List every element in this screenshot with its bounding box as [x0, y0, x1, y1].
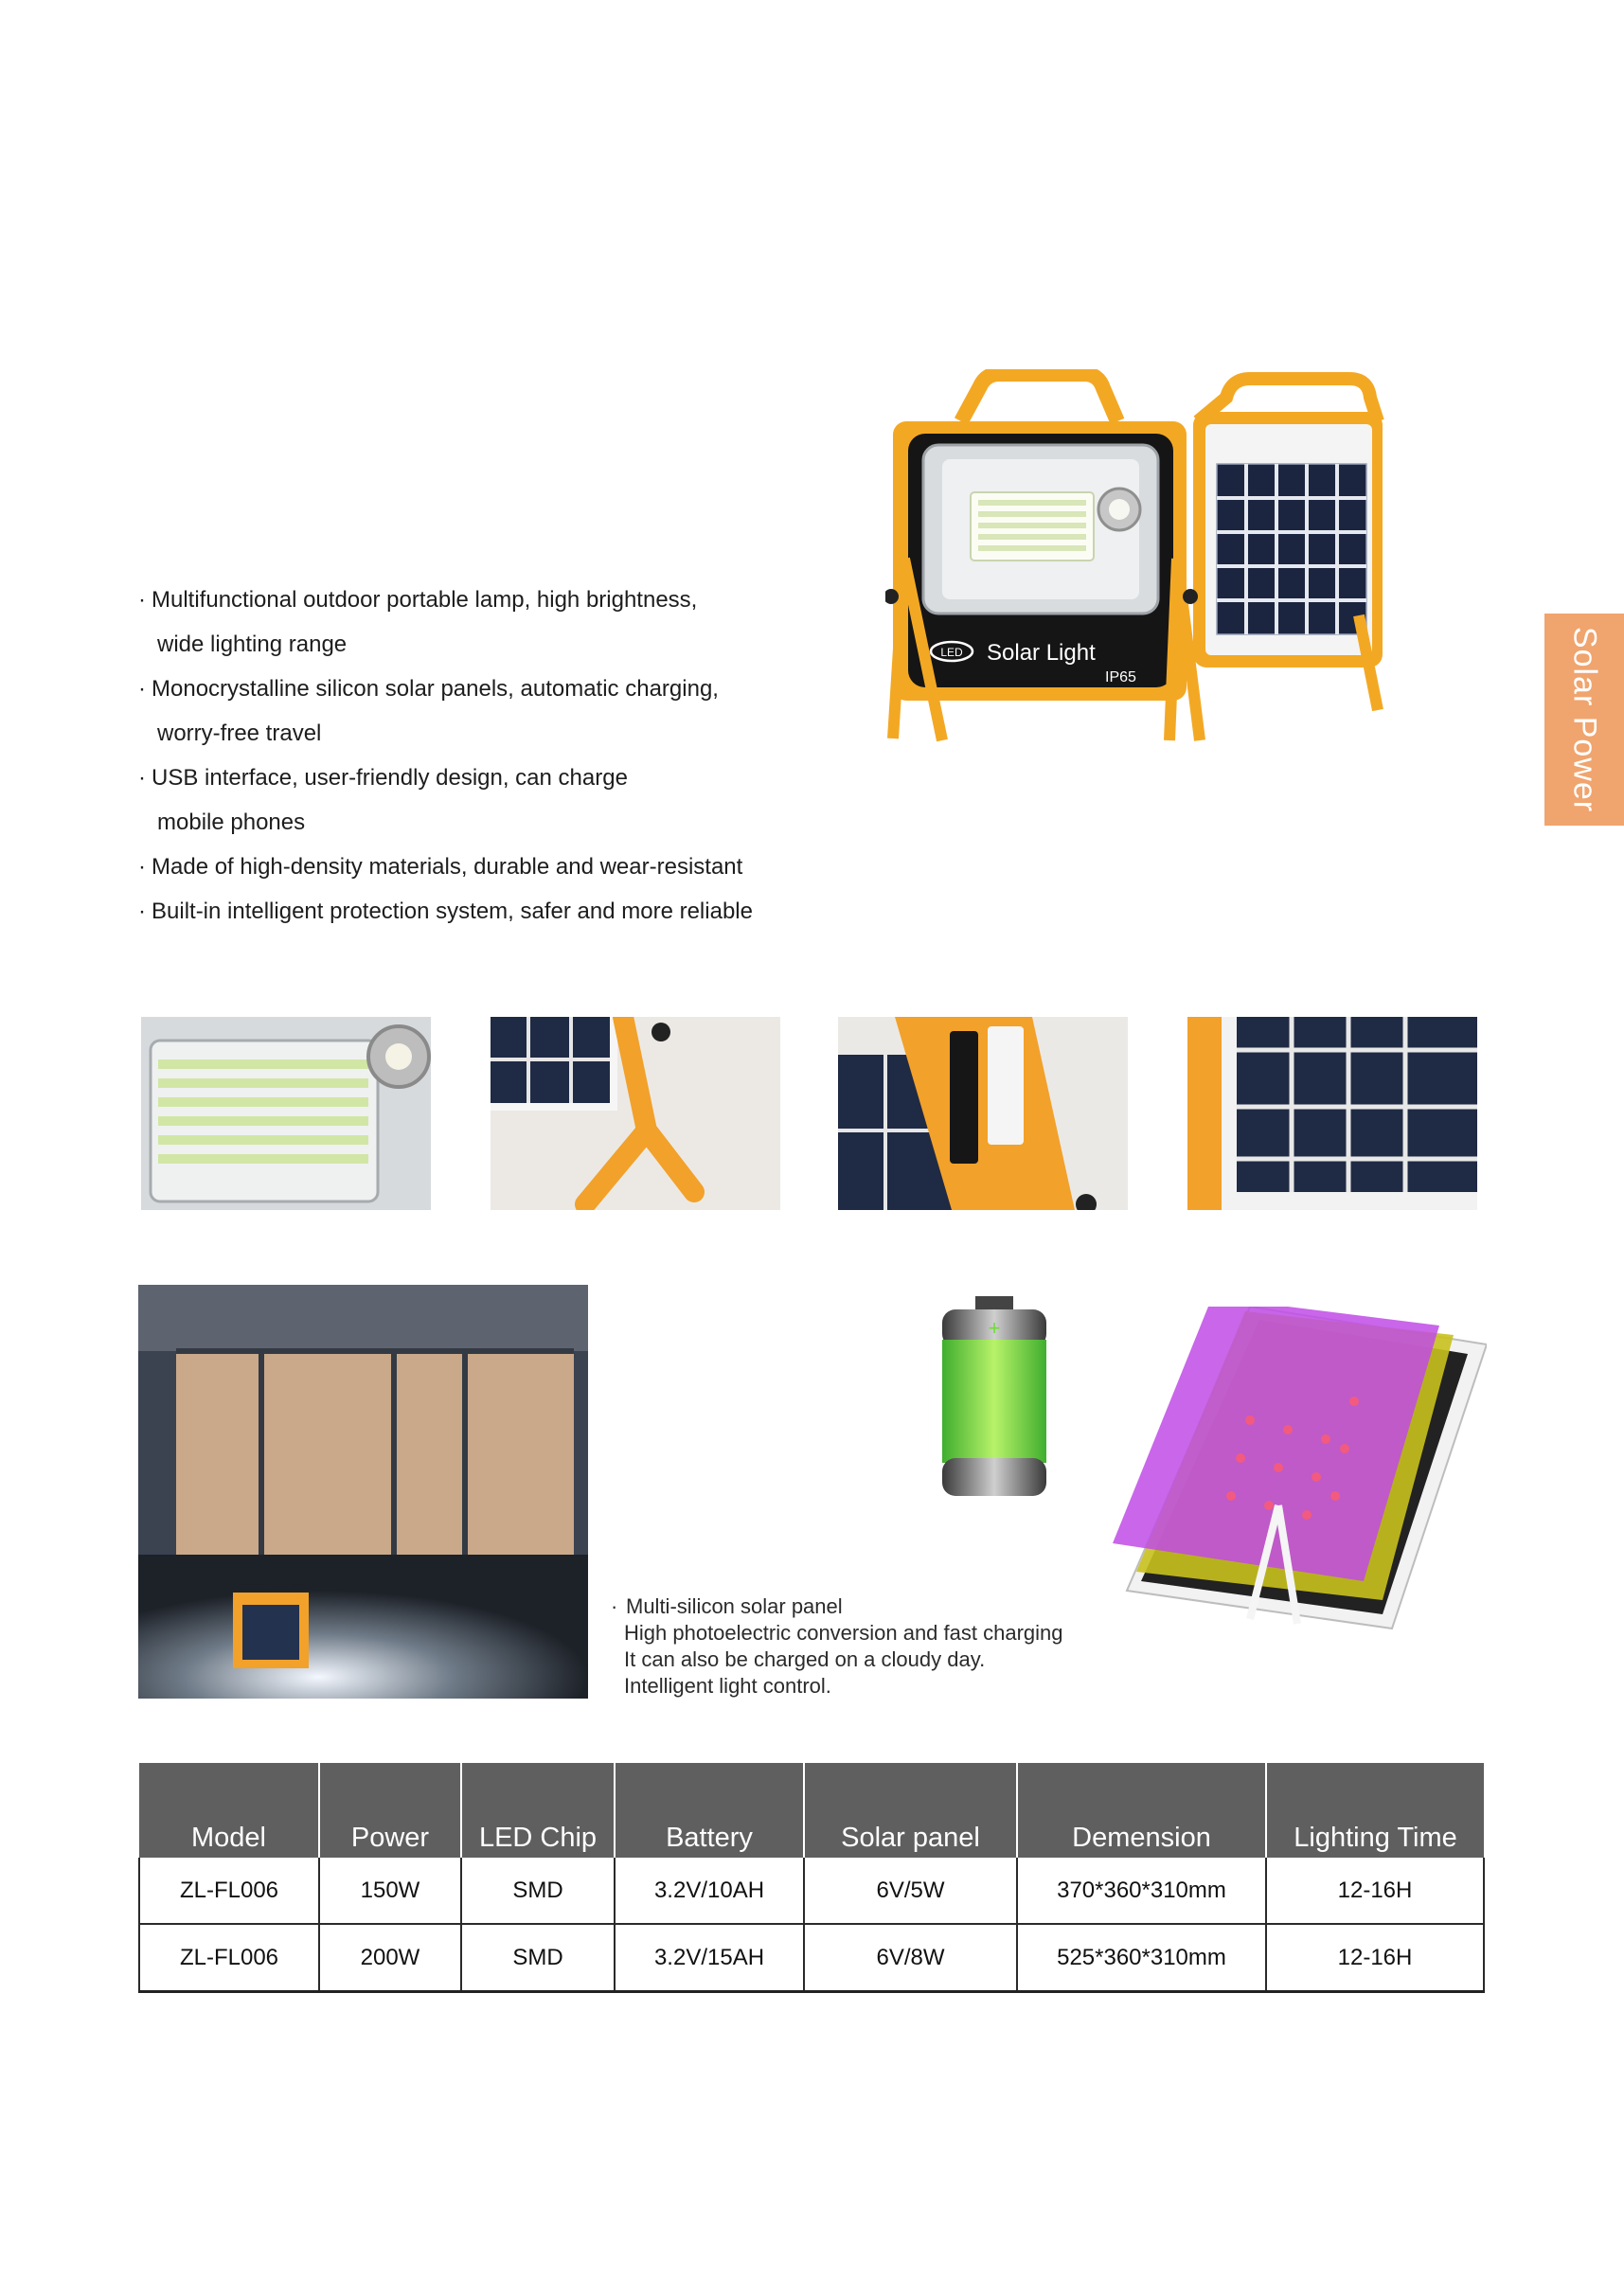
cell-lighting-time: 12-16H — [1266, 1858, 1484, 1924]
brand-text: Solar Light — [987, 640, 1096, 666]
feature-list — [138, 578, 858, 934]
side-tab-label: Solar Power — [1566, 626, 1603, 813]
cell-dimension: 370*360*310mm — [1017, 1858, 1266, 1924]
led-closeup-thumbnail — [141, 1017, 431, 1210]
feature-item: · USB interface, user-friendly design, can charge mobile phones — [138, 765, 628, 835]
cell-power: 200W — [319, 1924, 461, 1992]
table-row — [139, 1858, 1484, 1924]
folding-stand-thumbnail — [491, 1017, 780, 1210]
feature-item: · Monocrystalline silicon solar panels, automatic charging, worry-free travel — [138, 676, 719, 746]
note-line: High photoelectric conversion and fast charging — [624, 1621, 1063, 1645]
led-logo-text: LED — [940, 646, 963, 659]
solar-panel-layers-illustration — [1023, 1307, 1487, 1638]
cell-battery: 3.2V/15AH — [615, 1924, 804, 1992]
solar-panel-notes — [611, 1593, 1063, 1700]
table-row — [139, 1924, 1484, 1992]
note-line: It can also be charged on a cloudy day. — [624, 1647, 986, 1671]
cell-power: 150W — [319, 1858, 461, 1924]
feature-item: · Made of high-density materials, durable and wear-resistant — [138, 854, 743, 880]
header-model: Model — [139, 1763, 319, 1858]
note-line: · Multi-silicon solar panel — [611, 1594, 843, 1618]
ip-rating-text: IP65 — [1105, 669, 1136, 685]
side-tab-solar-power — [1544, 614, 1624, 826]
table-header-row — [139, 1763, 1484, 1858]
header-lighting-time: Lighting Time — [1266, 1763, 1484, 1858]
spec-table — [138, 1763, 1485, 1993]
cell-solar-panel: 6V/5W — [804, 1858, 1017, 1924]
cell-led-chip: SMD — [461, 1858, 615, 1924]
header-battery: Battery — [615, 1763, 804, 1858]
feature-item: · Multifunctional outdoor portable lamp, high brightness, wide lighting range — [138, 587, 698, 657]
solar-light-product-image — [885, 369, 1465, 767]
header-solar-panel: Solar panel — [804, 1763, 1017, 1858]
svg-text:+: + — [988, 1316, 1001, 1340]
header-power: Power — [319, 1763, 461, 1858]
note-line: Intelligent light control. — [624, 1674, 831, 1698]
solar-panel-thumbnail — [1187, 1017, 1477, 1210]
header-dimension: Demension — [1017, 1763, 1266, 1858]
night-scene-photo — [138, 1285, 588, 1699]
cell-solar-panel: 6V/8W — [804, 1924, 1017, 1992]
usb-port-thumbnail — [838, 1017, 1128, 1210]
cell-battery: 3.2V/10AH — [615, 1858, 804, 1924]
cell-model: ZL-FL006 — [139, 1924, 319, 1992]
cell-led-chip: SMD — [461, 1924, 615, 1992]
feature-item: · Built-in intelligent protection system, safer and more reliable — [138, 899, 753, 924]
cell-lighting-time: 12-16H — [1266, 1924, 1484, 1992]
cell-dimension: 525*360*310mm — [1017, 1924, 1266, 1992]
cell-model: ZL-FL006 — [139, 1858, 319, 1924]
header-led-chip: LED Chip — [461, 1763, 615, 1858]
